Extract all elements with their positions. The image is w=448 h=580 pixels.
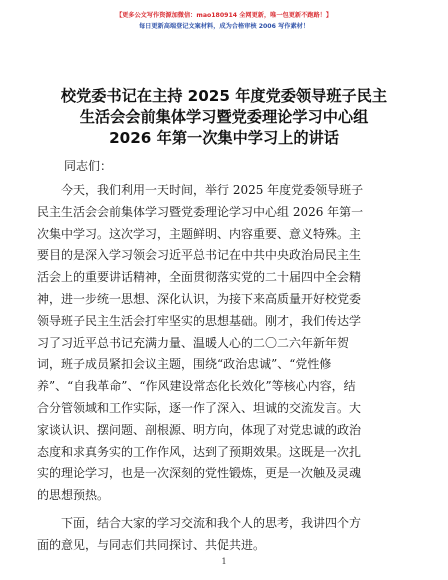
paragraph-line: 合分管领域和工作实际，逐一作了深入、坦诚的交流发言。大: [37, 400, 362, 415]
paragraph-line: 态度和求真务实的工作作风，达到了预期效果。这既是一次扎: [37, 444, 362, 459]
paragraph-line: 实的理论学习，也是一次深刻的党性锻炼，更是一次触及灵魂: [37, 466, 362, 481]
paragraph-line: 下面，结合大家的学习交流和我个人的思考，我讲四个方: [61, 516, 362, 530]
paragraph-line: 神，进一步统一思想、深化认识，为接下来高质量开好校党委: [37, 291, 362, 306]
title-line: 生活会会前集体学习暨党委理论学习中心组: [79, 108, 369, 126]
title-line: 2026 年第一次集中学习上的讲话: [109, 129, 339, 147]
paragraph-line: 今天，我们利用一天时间，举行 2025 年度党委领导班子: [61, 183, 364, 197]
paragraph-line: 的思想预热。: [37, 488, 110, 503]
paragraph-line: 领导班子民主生活会打牢坚实的思想基础。刚才，我们传达学: [37, 313, 362, 328]
paragraph-line: 民主生活会会前集体学习暨党委理论学习中心组 2026 年第一: [37, 204, 364, 219]
title-line: 校党委书记在主持 2025 年度党委领导班子民主: [60, 87, 388, 105]
paragraph-line: 活会上的重要讲话精神，全面贯彻落实党的二十届四中全会精: [37, 270, 362, 285]
body-paragraph-2: [37, 513, 417, 557]
promo-banner-line-1: 【更多公文写作资源加微信：mao180914 全网更新，唯一包更新不跑路！】: [115, 12, 333, 19]
paragraph-line: 习了习近平总书记充满力量、温暖人心的二〇二六年新年贺: [37, 335, 350, 350]
paragraph-line: 词，班子成员紧扣会议主题，围绕“政治忠诚”、“党性修: [37, 357, 332, 372]
salutation: 同志们：: [64, 159, 113, 173]
paragraph-line: 养”、“自我革命”、“作风建设常态化长效化”等核心内容，结: [37, 379, 356, 394]
page-number: 1: [221, 557, 227, 566]
promo-banner-line-2: 每日更新高端登记文案材料，成为合格审核 2006 写作素材！: [138, 23, 310, 30]
paragraph-line: 要目的是深入学习领会习近平总书记在中共中央政治局民主生: [37, 248, 362, 263]
body-paragraph-1: [37, 180, 417, 507]
paragraph-line: 次集中学习。这次学习，主题鲜明、内容重要、意义特殊。主: [37, 226, 362, 241]
document-title: [30, 86, 418, 149]
paragraph-line: 面的意见，与同志们共同探讨、共促共进。: [37, 537, 266, 552]
paragraph-line: 家谈认识、摆问题、剖根源、明方向，体现了对党忠诚的政治: [37, 422, 362, 437]
